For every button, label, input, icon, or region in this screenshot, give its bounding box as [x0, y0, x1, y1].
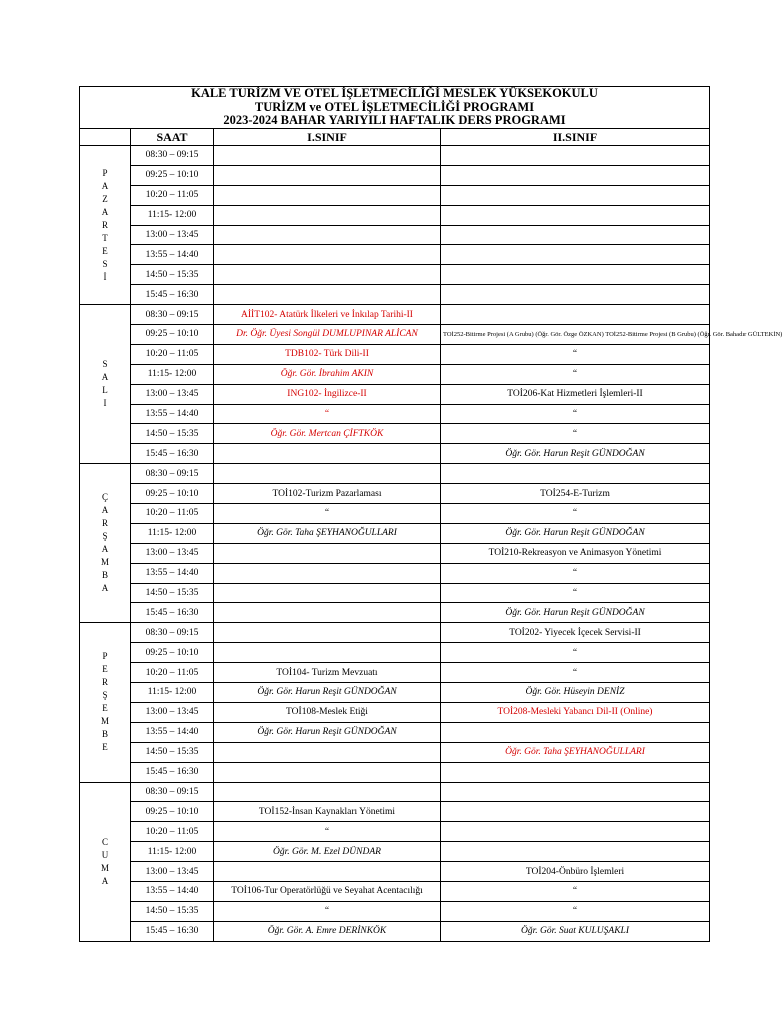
class-2-cell: Öğr. Gör. Hüseyin DENİZ [441, 683, 710, 703]
day-letter: E [102, 742, 108, 753]
class-2-cell: “ [441, 364, 710, 384]
class-2-cell [441, 464, 710, 484]
schedule-row [80, 782, 710, 802]
header-saat: SAAT [131, 129, 214, 146]
schedule-row [80, 901, 710, 921]
schedule-row [80, 603, 710, 623]
time-slot: 13:00 – 13:45 [131, 543, 214, 563]
time-slot: 15:45 – 16:30 [131, 603, 214, 623]
class-1-cell [214, 245, 441, 265]
day-letter: İ [103, 271, 107, 282]
day-letter: L [102, 385, 108, 396]
day-letter: R [101, 677, 108, 688]
class-1-cell: Öğr. Gör. Mertcan ÇİFTKÖK [214, 424, 441, 444]
class-1-cell [214, 623, 441, 643]
class-1-cell [214, 444, 441, 464]
time-slot: 14:50 – 15:35 [131, 424, 214, 444]
schedule-row [80, 663, 710, 683]
class-2-cell: TOİ210-Rekreasyon ve Animasyon Yönetimi [441, 543, 710, 563]
class-1-cell [214, 583, 441, 603]
schedule-title [80, 87, 710, 129]
day-letter: P [102, 651, 108, 662]
schedule-row [80, 325, 710, 345]
class-2-cell [441, 165, 710, 185]
schedule-row [80, 881, 710, 901]
class-1-cell: “ [214, 822, 441, 842]
time-slot: 13:55 – 14:40 [131, 722, 214, 742]
day-letter: P [102, 167, 108, 178]
class-2-cell [441, 245, 710, 265]
class-1-cell [214, 742, 441, 762]
schedule-row [80, 523, 710, 543]
day-letter: A [101, 505, 109, 516]
schedule-row [80, 742, 710, 762]
class-1-cell [214, 464, 441, 484]
class-2-cell: “ [441, 424, 710, 444]
schedule-body [80, 146, 782, 942]
schedule-row [80, 245, 710, 265]
class-1-cell [214, 285, 441, 305]
class-1-cell: Öğr. Gör. M. Ezel DÜNDAR [214, 842, 441, 862]
header-sinif-1: I.SINIF [214, 129, 441, 146]
day-letter: Ş [102, 531, 108, 542]
day-letter: R [101, 219, 108, 230]
schedule-row [80, 444, 710, 464]
time-slot: 13:00 – 13:45 [131, 862, 214, 882]
class-2-cell [441, 265, 710, 285]
time-slot: 08:30 – 09:15 [131, 146, 214, 166]
class-2-cell: “ [441, 504, 710, 524]
schedule-row [80, 146, 710, 166]
class-1-cell: Öğr. Gör. Taha ŞEYHANOĞULLARI [214, 523, 441, 543]
time-slot: 08:30 – 09:15 [131, 782, 214, 802]
class-2-cell: “ [441, 563, 710, 583]
time-slot: 09:25 – 10:10 [131, 802, 214, 822]
time-slot: 13:00 – 13:45 [131, 702, 214, 722]
class-2-cell [441, 802, 710, 822]
class-2-cell: Öğr. Gör. Harun Reşit GÜNDOĞAN [441, 444, 710, 464]
class-2-cell: “ [441, 583, 710, 603]
title-line-program: TURİZM ve OTEL İŞLETMECİLİĞİ PROGRAMI [254, 99, 535, 114]
time-slot: 15:45 – 16:30 [131, 444, 214, 464]
class-1-cell: TOİ102-Turizm Pazarlaması [214, 484, 441, 504]
time-slot: 09:25 – 10:10 [131, 325, 214, 345]
time-slot: 13:55 – 14:40 [131, 563, 214, 583]
class-1-cell [214, 543, 441, 563]
day-letter: A [101, 875, 109, 886]
class-1-cell: ING102- İngilizce-II [214, 384, 441, 404]
class-1-cell [214, 782, 441, 802]
class-1-cell: TDB102- Türk Dili-II [214, 344, 441, 364]
class-2-cell: “ [441, 663, 710, 683]
day-letter: T [102, 232, 108, 243]
day-letter: U [101, 849, 109, 860]
class-1-cell [214, 205, 441, 225]
schedule-row [80, 583, 710, 603]
schedule-row [80, 802, 710, 822]
schedule-row [80, 504, 710, 524]
time-slot: 10:20 – 11:05 [131, 504, 214, 524]
class-1-cell: “ [214, 504, 441, 524]
class-1-cell [214, 762, 441, 782]
class-1-cell: Dr. Öğr. Üyesi Songül DUMLUPINAR ALİCAN [214, 325, 441, 345]
day-letter: B [101, 729, 108, 740]
day-letter: M [100, 862, 109, 873]
schedule-row [80, 862, 710, 882]
day-letter: Z [102, 193, 108, 204]
time-slot: 14:50 – 15:35 [131, 583, 214, 603]
time-slot: 10:20 – 11:05 [131, 663, 214, 683]
class-2-cell: TOİ252-Bitirme Projesi (A Grubu) (Öğr. Gör. Özge ÖZKAN) TOİ252-Bitirme Projesi (B Grubu) (Öğr. Gör. Bahadır GÜLTEKİN) [441, 325, 710, 345]
time-slot: 10:20 – 11:05 [131, 822, 214, 842]
schedule-row [80, 285, 710, 305]
class-2-cell: Öğr. Gör. Harun Reşit GÜNDOĞAN [441, 603, 710, 623]
class-1-cell [214, 862, 441, 882]
schedule-row [80, 464, 710, 484]
class-1-cell [214, 603, 441, 623]
class-2-cell: “ [441, 881, 710, 901]
schedule-row [80, 702, 710, 722]
day-letter: Ç [101, 492, 108, 503]
time-slot: 14:50 – 15:35 [131, 265, 214, 285]
class-1-cell: “ [214, 901, 441, 921]
schedule-row [80, 185, 710, 205]
class-2-cell [441, 305, 710, 325]
day-letter: M [100, 557, 109, 568]
class-1-cell [214, 225, 441, 245]
class-1-cell [214, 165, 441, 185]
time-slot: 11:15- 12:00 [131, 683, 214, 703]
class-1-cell [214, 146, 441, 166]
class-2-cell [441, 782, 710, 802]
class-1-cell [214, 563, 441, 583]
class-1-cell [214, 265, 441, 285]
schedule-row [80, 364, 710, 384]
class-2-cell [441, 185, 710, 205]
day-letter: E [102, 664, 108, 675]
time-slot: 09:25 – 10:10 [131, 643, 214, 663]
schedule-row [80, 842, 710, 862]
class-1-cell [214, 185, 441, 205]
time-slot: 14:50 – 15:35 [131, 742, 214, 762]
class-1-cell: Öğr. Gör. İbrahim AKIN [214, 364, 441, 384]
day-letter: B [101, 570, 108, 581]
day-letter: A [101, 372, 109, 383]
day-label [80, 782, 131, 941]
class-2-cell: “ [441, 404, 710, 424]
schedule-row [80, 484, 710, 504]
class-2-cell: Öğr. Gör. Suat KULUŞAKLI [441, 921, 710, 941]
time-slot: 11:15- 12:00 [131, 523, 214, 543]
day-letter: C [101, 836, 108, 847]
schedule-row [80, 305, 710, 325]
schedule-row [80, 683, 710, 703]
day-letter: I [103, 398, 107, 409]
time-slot: 10:20 – 11:05 [131, 185, 214, 205]
day-letter: E [102, 245, 108, 256]
time-slot: 13:00 – 13:45 [131, 384, 214, 404]
class-2-cell: TOİ204-Önbüro İşlemleri [441, 862, 710, 882]
time-slot: 15:45 – 16:30 [131, 762, 214, 782]
class-2-cell [441, 822, 710, 842]
day-label [80, 146, 131, 305]
header-day [80, 129, 131, 146]
class-1-cell: TOİ108-Meslek Etiği [214, 702, 441, 722]
class-1-cell [214, 643, 441, 663]
time-slot: 13:00 – 13:45 [131, 225, 214, 245]
time-slot: 10:20 – 11:05 [131, 344, 214, 364]
class-2-cell: “ [441, 643, 710, 663]
day-letter: R [101, 518, 108, 529]
class-1-cell: TOİ152-İnsan Kaynakları Yönetimi [214, 802, 441, 822]
time-slot: 13:55 – 14:40 [131, 404, 214, 424]
schedule-row [80, 623, 710, 643]
schedule-row [80, 424, 710, 444]
time-slot: 15:45 – 16:30 [131, 921, 214, 941]
time-slot: 11:15- 12:00 [131, 364, 214, 384]
day-letter: E [102, 703, 108, 714]
time-slot: 15:45 – 16:30 [131, 285, 214, 305]
header-sinif-2: II.SINIF [441, 129, 710, 146]
class-1-cell: “ [214, 404, 441, 424]
schedule-row [80, 722, 710, 742]
class-2-cell: “ [441, 901, 710, 921]
schedule-row [80, 643, 710, 663]
schedule-row [80, 921, 710, 941]
schedule-row [80, 205, 710, 225]
class-1-cell: Öğr. Gör. Harun Reşit GÜNDOĞAN [214, 683, 441, 703]
schedule-row [80, 225, 710, 245]
day-letter: A [101, 206, 109, 217]
day-label [80, 623, 131, 782]
time-slot: 11:15- 12:00 [131, 842, 214, 862]
time-slot: 09:25 – 10:10 [131, 484, 214, 504]
class-2-cell: “ [441, 344, 710, 364]
class-1-cell: TOİ104- Turizm Mevzuatı [214, 663, 441, 683]
time-slot: 13:55 – 14:40 [131, 881, 214, 901]
schedule-row [80, 563, 710, 583]
day-letter: A [101, 583, 109, 594]
class-2-cell: TOİ206-Kat Hizmetleri İşlemleri-II [441, 384, 710, 404]
title-line-school: KALE TURİZM VE OTEL İŞLETMECİLİĞİ MESLEK YÜKSEKOKULU [191, 86, 598, 101]
class-2-cell: TOİ254-E-Turizm [441, 484, 710, 504]
class-2-cell [441, 285, 710, 305]
title-line-term: 2023-2024 BAHAR YARIYILI HAFTALIK DERS PROGRAMI [223, 113, 566, 128]
day-label [80, 464, 131, 623]
time-slot: 08:30 – 09:15 [131, 305, 214, 325]
class-1-cell: Öğr. Gör. A. Emre DERİNKÖK [214, 921, 441, 941]
schedule-row [80, 822, 710, 842]
day-letter: Ş [102, 690, 108, 701]
class-2-cell [441, 146, 710, 166]
schedule-row [80, 404, 710, 424]
schedule-row [80, 384, 710, 404]
class-2-cell: TOİ202- Yiyecek İçecek Servisi-II [441, 623, 710, 643]
schedule-row [80, 165, 710, 185]
class-2-cell [441, 762, 710, 782]
class-2-cell: TOİ208-Mesleki Yabancı Dil-II (Online) [441, 702, 710, 722]
day-letter: S [102, 258, 108, 269]
schedule-row [80, 265, 710, 285]
time-slot: 08:30 – 09:15 [131, 464, 214, 484]
schedule-row [80, 344, 710, 364]
schedule-row [80, 762, 710, 782]
day-letter: M [100, 716, 109, 727]
class-2-cell: Öğr. Gör. Taha ŞEYHANOĞULLARI [441, 742, 710, 762]
time-slot: 13:55 – 14:40 [131, 245, 214, 265]
time-slot: 11:15- 12:00 [131, 205, 214, 225]
class-2-cell [441, 205, 710, 225]
class-2-cell [441, 225, 710, 245]
day-letter: S [102, 359, 108, 370]
day-letter: A [101, 544, 109, 555]
time-slot: 08:30 – 09:15 [131, 623, 214, 643]
class-1-cell: Öğr. Gör. Harun Reşit GÜNDOĞAN [214, 722, 441, 742]
class-2-cell: Öğr. Gör. Harun Reşit GÜNDOĞAN [441, 523, 710, 543]
time-slot: 14:50 – 15:35 [131, 901, 214, 921]
class-2-cell [441, 842, 710, 862]
class-1-cell: AİİT102- Atatürk İlkeleri ve İnkılap Tarihi-II [214, 305, 441, 325]
time-slot: 09:25 – 10:10 [131, 165, 214, 185]
weekly-schedule-table [79, 86, 782, 942]
day-letter: A [101, 180, 109, 191]
day-label [80, 305, 131, 464]
schedule-row [80, 543, 710, 563]
class-2-cell [441, 722, 710, 742]
class-1-cell: TOİ106-Tur Operatörlüğü ve Seyahat Acentacılığı [214, 881, 441, 901]
